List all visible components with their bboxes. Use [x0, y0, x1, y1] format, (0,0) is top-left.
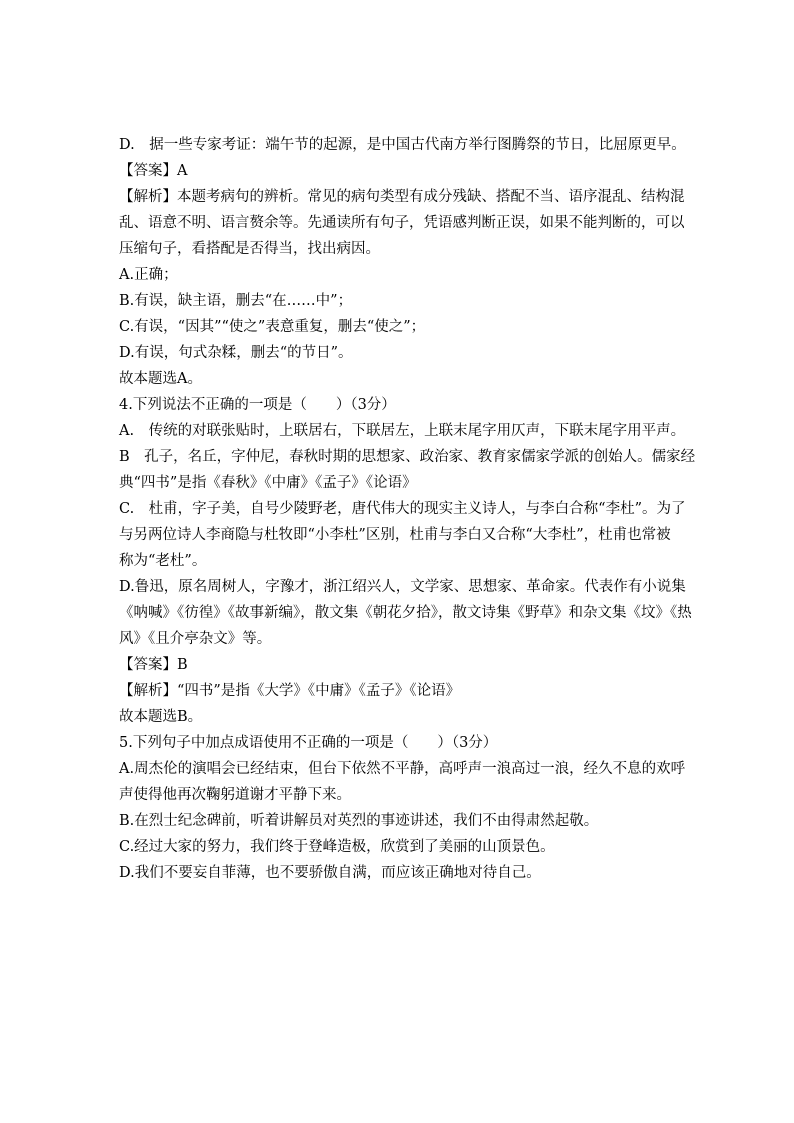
q4-option-b-line-1: B 孔子，名丘，字仲尼，春秋时期的思想家、政治家、教育家儒家学派的创始人。儒家经: [119, 449, 696, 465]
conclusion-q4: 故本题选B。: [119, 709, 203, 725]
analysis-q3-line-2: 乱、语意不明、语言赘余等。先通读所有句子，凭语感判断正误，如果不能判断的，可以: [119, 215, 685, 231]
option-d-statement: D. 据一些专家考证：端午节的起源，是中国古代南方举行图腾祭的节日，比屈原更早。: [119, 137, 686, 153]
analysis-q4: 【解析】“四书”是指《大学》《中庸》《孟子》《论语》: [119, 683, 461, 699]
analysis-q3-line-3: 压缩句子，看搭配是否得当，找出病因。: [119, 241, 380, 257]
q5-option-c: C.经过大家的努力，我们终于登峰造极，欣赏到了美丽的山顶景色。: [119, 839, 555, 855]
q4-option-a: A. 传统的对联张贴时，上联居右，下联居左，上联末尾字用仄声，下联末尾字用平声。: [119, 423, 686, 439]
q5-option-a-line-2: 声使得他再次鞠躬道谢才平静下来。: [119, 787, 351, 803]
analysis-q3-option-b: B.有误，缺主语，删去“在……中”；: [119, 293, 353, 309]
q4-option-c-line-1: C. 杜甫，字子美，自号少陵野老，唐代伟大的现实主义诗人，与李白合称“李杜”。为了: [119, 501, 686, 517]
q4-option-c-line-3: 称为“老杜”。: [119, 553, 207, 569]
question-5-stem: 5.下列句子中加点成语使用不正确的一项是（ ）（3分）: [119, 735, 498, 751]
q4-option-d-line-1: D.鲁迅，原名周树人，字豫才，浙江绍兴人，文学家、思想家、革命家。代表作有小说集: [119, 579, 686, 595]
answer-label-q4: 【答案】B: [119, 657, 188, 673]
q4-option-d-line-3: 风》《且介亭杂文》等。: [119, 631, 272, 647]
q4-option-c-line-2: 与另两位诗人李商隐与杜牧即“小李杜”区别，杜甫与李白又合称“大李杜”，杜甫也常被: [119, 527, 671, 543]
answer-label-q3: 【答案】A: [119, 163, 188, 179]
q4-option-b-line-2: 典“四书”是指《春秋》《中庸》《孟子》《论语》: [119, 475, 417, 491]
conclusion-q3: 故本题选A。: [119, 371, 202, 387]
question-4-stem: 4.下列说法不正确的一项是（ ）（3分）: [119, 397, 396, 413]
analysis-q3-option-d: D.有误，句式杂糅，删去“的节日”。: [119, 345, 353, 361]
document-body: [119, 132, 696, 886]
q4-option-d-line-2: 《呐喊》《彷徨》《故事新编》，散文集《朝花夕拾》，散文诗集《野草》和杂文集《坟》《热: [119, 605, 692, 621]
q5-option-a-line-1: A.周杰伦的演唱会已经结束，但台下依然不平静，高呼声一浪高过一浪，经久不息的欢呼: [119, 761, 686, 777]
analysis-q3-option-c: C.有误，“因其”“使之”表意重复，删去“使之”；: [119, 319, 426, 335]
q5-option-b: B.在烈士纪念碑前，听着讲解员对英烈的事迹讲述，我们不由得肃然起敬。: [119, 813, 599, 829]
analysis-q3-option-a: A.正确；: [119, 267, 178, 283]
analysis-q3-line-1: 【解析】本题考病句的辨析。常见的病句类型有成分残缺、搭配不当、语序混乱、结构混: [119, 189, 685, 205]
q5-option-d: D.我们不要妄自菲薄，也不要骄傲自满，而应该正确地对待自己。: [119, 865, 541, 881]
